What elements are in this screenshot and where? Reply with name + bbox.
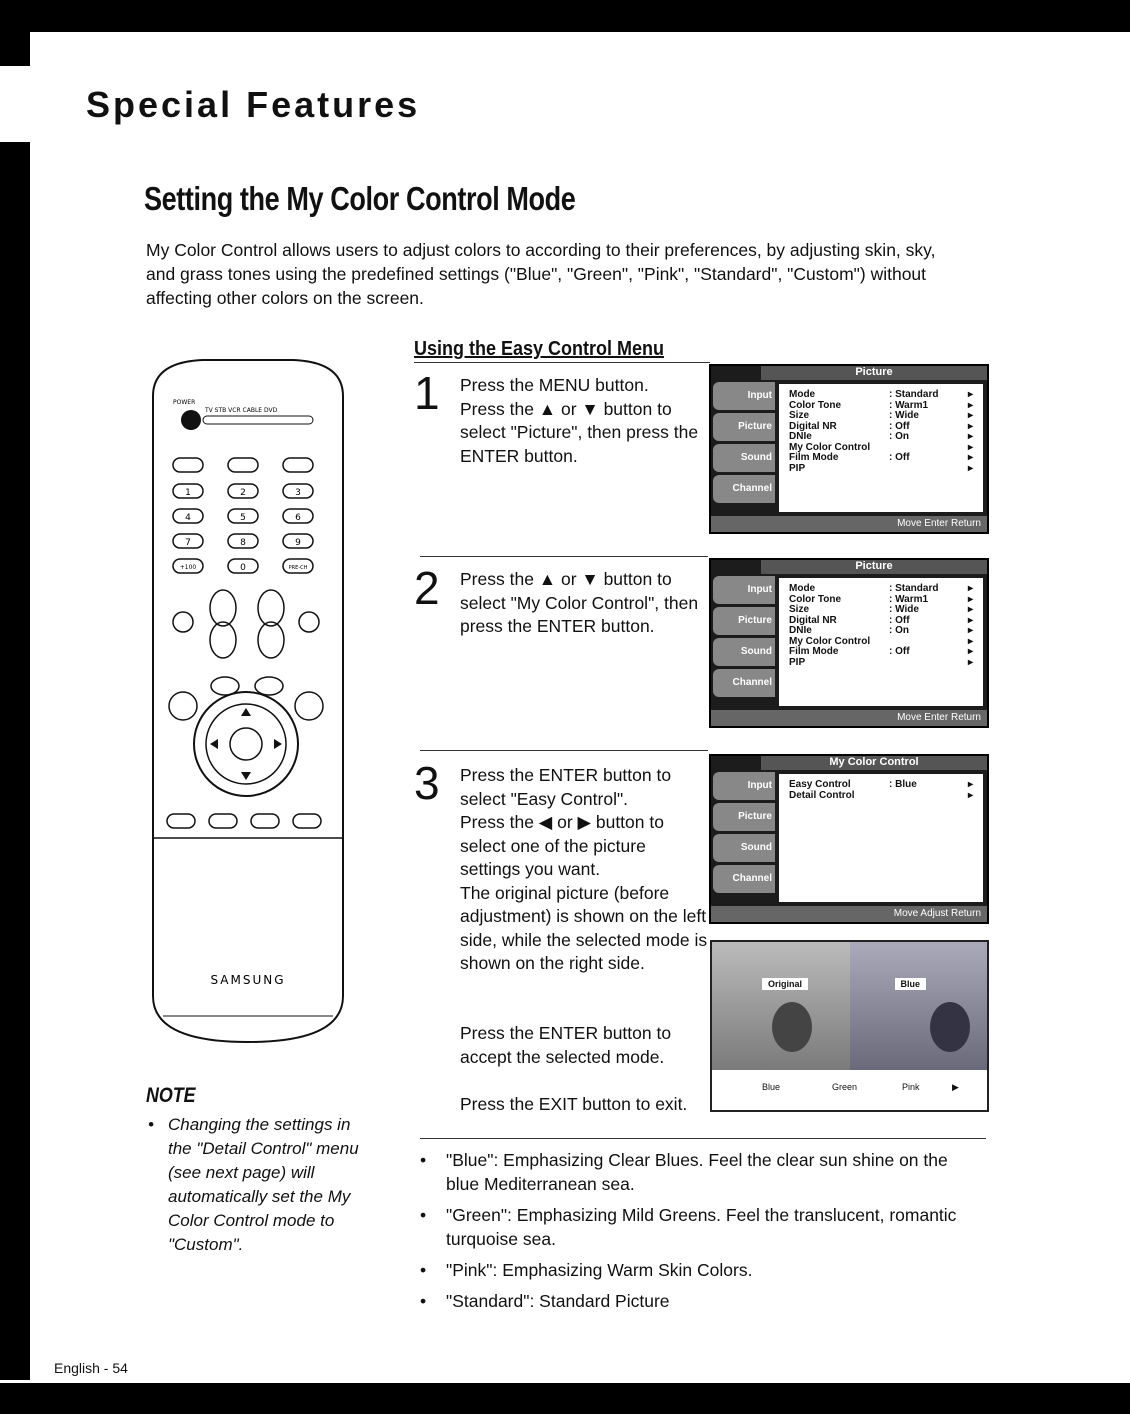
step-2-line: Press the ▲ or ▼ button to select "My Color Control", then press the ENTER button. — [460, 569, 699, 636]
step-number-1: 1 — [414, 367, 440, 419]
divider — [420, 750, 708, 751]
list-item: • "Blue": Emphasizing Clear Blues. Feel the clear sun shine on the blue Mediterranean sea. — [420, 1148, 980, 1196]
power-label: POWER — [173, 399, 196, 406]
sidebar-item-sound: Sound — [713, 638, 775, 666]
menu-title: My Color Control — [761, 756, 987, 770]
menu-row: My Color Control ▸ — [789, 635, 973, 647]
face-image — [930, 1002, 970, 1052]
step-1-line: Press the MENU button. — [460, 375, 649, 395]
menu-row: Size : Wide ▸ — [789, 410, 973, 421]
key-2: 2 — [240, 488, 246, 498]
sidebar-item-input: Input — [713, 772, 775, 800]
menu-options — [779, 774, 983, 902]
list-item: • "Standard": Standard Picture — [420, 1289, 980, 1313]
option-pink: Pink — [902, 1082, 920, 1092]
mode-descriptions — [420, 1148, 980, 1320]
menu-row: My Color Control ▸ — [789, 441, 973, 453]
menu-row: PIP ▸ — [789, 462, 973, 474]
menu-row: Color Tone : Warm1 ▸ — [789, 593, 973, 605]
arrow-right-icon: ▶ — [952, 1082, 959, 1092]
menu-row: Easy Control : Blue ▸ — [789, 779, 973, 790]
sidebar-item-picture: Picture — [713, 413, 775, 441]
menu-options — [779, 384, 983, 512]
divider — [420, 556, 708, 557]
menu-row: PIP ▸ — [789, 656, 973, 668]
sidebar-item-input: Input — [713, 576, 775, 604]
source-labels: TV STB VCR CABLE DVD — [205, 407, 278, 414]
key-4: 4 — [185, 513, 191, 523]
top-border — [0, 0, 1130, 32]
step-number-3: 3 — [414, 757, 440, 809]
sidebar-item-sound: Sound — [713, 444, 775, 472]
sidebar-item-sound: Sound — [713, 834, 775, 862]
divider — [420, 1138, 986, 1139]
menu-row: Film Mode : Off ▸ — [789, 452, 973, 463]
original-label: Original — [762, 978, 808, 990]
menu-sidebar — [713, 382, 775, 514]
mode-selector-bar — [712, 1070, 987, 1110]
step-2-text — [460, 568, 710, 639]
menu-title: Picture — [761, 560, 987, 574]
menu-row: Size : Wide ▸ — [789, 604, 973, 615]
sidebar-item-channel: Channel — [713, 865, 775, 893]
menu-footer: Move Enter Return — [711, 710, 987, 726]
sidebar-item-picture: Picture — [713, 607, 775, 635]
step-3-text — [460, 764, 710, 976]
remote-control-illustration — [143, 356, 353, 1046]
easy-control-preview — [710, 940, 989, 1112]
step-3-exit: Press the EXIT button to exit. — [460, 1094, 688, 1114]
menu-row: Color Tone : Warm1 ▸ — [789, 399, 973, 411]
step-3-line: Press the ◀ or ▶ button to select one of the picture settings you want. — [460, 812, 664, 879]
key-6: 6 — [295, 513, 301, 523]
step-1-text — [460, 374, 710, 468]
menu-row: Digital NR : Off ▸ — [789, 420, 973, 432]
step-3-line: Press the ENTER button to select "Easy Control". — [460, 765, 672, 809]
menu-footer: Move Adjust Return — [711, 906, 987, 922]
menu-row: Film Mode : Off ▸ — [789, 646, 973, 657]
note-body: Changing the settings in the "Detail Control" menu (see next page) will automatically set the My Color Control mode to "Custom". — [168, 1115, 359, 1254]
key-9: 9 — [295, 538, 301, 548]
menu-sidebar — [713, 772, 775, 904]
blue-label: Blue — [895, 978, 927, 990]
sidebar-item-input: Input — [713, 382, 775, 410]
menu-row: Mode : Standard ▸ — [789, 389, 973, 400]
step-3-line: The original picture (before adjustment) is shown on the left side, while the selected mode is shown on the right side. — [460, 882, 708, 973]
key-prech: PRE-CH — [288, 565, 308, 571]
remote-brand: SAMSUNG — [210, 973, 286, 987]
divider — [414, 362, 710, 363]
note-text: • Changing the settings in the "Detail Control" menu (see next page) will automatically set the My Color Control mode to "Custom". — [148, 1115, 359, 1254]
key-100: +100 — [179, 564, 197, 571]
key-1: 1 — [185, 488, 191, 498]
menu-title: Picture — [761, 366, 987, 380]
bottom-border — [0, 1383, 1130, 1414]
face-image — [772, 1002, 812, 1052]
list-item: • "Green": Emphasizing Mild Greens. Feel the translucent, romantic turquoise sea. — [420, 1203, 980, 1251]
menu-options — [779, 578, 983, 706]
menu-row: Digital NR : Off ▸ — [789, 614, 973, 626]
step-1-line: Press the ▲ or ▼ button to select "Picture", then press the ENTER button. — [460, 398, 699, 466]
key-7: 7 — [185, 538, 191, 548]
tv-menu-picture-2 — [709, 558, 989, 728]
option-blue: Blue — [762, 1082, 781, 1092]
menu-row: DNIe : On ▸ — [789, 431, 973, 442]
key-3: 3 — [295, 488, 301, 498]
menu-row: Detail Control ▸ — [789, 789, 973, 801]
step-number-2: 2 — [414, 562, 440, 614]
step-3-accept: Press the ENTER button to accept the selected mode. — [460, 1023, 672, 1067]
tv-menu-my-color-control — [709, 754, 989, 924]
menu-footer: Move Enter Return — [711, 516, 987, 532]
list-item: • "Pink": Emphasizing Warm Skin Colors. — [420, 1258, 980, 1282]
menu-row: DNIe : On ▸ — [789, 625, 973, 636]
sidebar-item-picture: Picture — [713, 803, 775, 831]
page-title: Setting the My Color Control Mode — [144, 180, 576, 217]
intro-paragraph: My Color Control allows users to adjust colors to according to their preferences, by adjusting skin, sky, and grass tones using the predefined settings ("Blue", "Green", "Pink", "Standard", "Custom") without affecting other colors on the screen. — [146, 240, 936, 308]
sidebar-item-channel: Channel — [713, 669, 775, 697]
sidebar-item-channel: Channel — [713, 475, 775, 503]
easy-control-heading: Using the Easy Control Menu — [414, 338, 665, 360]
note-title: NOTE — [146, 1084, 196, 1107]
section-title: Special Features — [86, 84, 421, 125]
power-button — [181, 410, 201, 430]
page-footer: English - 54 — [54, 1360, 128, 1376]
left-tab-top — [0, 0, 30, 66]
tv-menu-picture — [709, 364, 989, 534]
menu-sidebar — [713, 576, 775, 708]
key-5: 5 — [240, 513, 246, 523]
option-green: Green — [832, 1082, 858, 1092]
key-0: 0 — [240, 563, 246, 573]
menu-row: Mode : Standard ▸ — [789, 583, 973, 594]
left-tab — [0, 142, 30, 1380]
key-8: 8 — [240, 538, 246, 548]
